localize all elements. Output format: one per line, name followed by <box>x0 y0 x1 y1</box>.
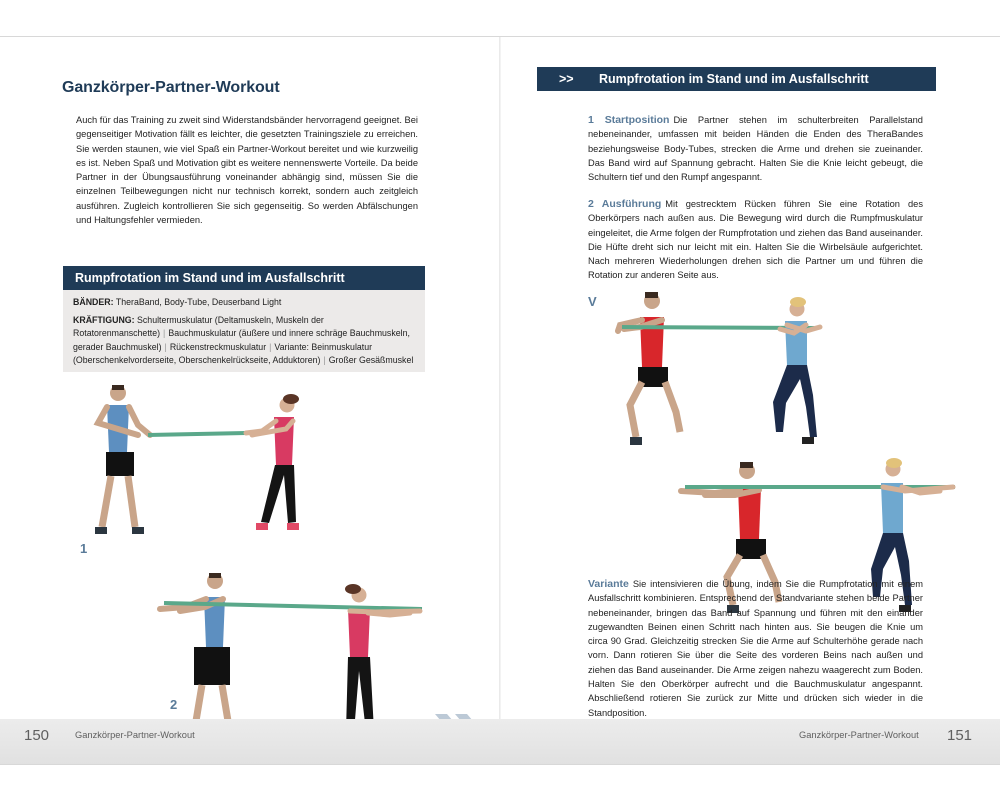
page-number-left: 150 <box>24 727 50 744</box>
step-1-text: Die Partner stehen im schulterbreiten Parallelstand nebeneinander, umfassen mit beiden Händen die Enden des TheraBandes beziehungsweise Body-Tubes, strecken die Arme und drehen sie zueinander. Das Band wird auf Spannung gebracht. Halten Sie die Knie leicht gebeugt, die Schultern tief und den Rumpf angespannt. <box>588 115 923 183</box>
book-gutter <box>499 37 501 764</box>
header-arrows: >> <box>559 72 574 86</box>
bands-row <box>63 296 425 310</box>
separator: | <box>323 355 326 365</box>
bands-label: BÄNDER: <box>73 297 114 307</box>
variant-photo-start <box>610 287 840 447</box>
info-box-heading: Rumpfrotation im Stand und im Ausfallschritt <box>63 266 425 290</box>
running-title-left: Ganzkörper-Partner-Workout <box>75 730 195 740</box>
muscle-item: Variante: Beinmuskulatur (Oberschenkelvorderseite, Oberschenkelrückseite, Adduktoren) <box>73 341 373 365</box>
strength-label: KRÄFTIGUNG: <box>73 314 135 325</box>
step-number-1: 1 <box>80 541 88 556</box>
separator: | <box>163 328 166 338</box>
muscle-item: Großer Gesäßmuskel <box>328 355 414 365</box>
strength-row <box>63 314 425 368</box>
variant-label: Variante <box>588 578 629 590</box>
exercise-info-box <box>63 266 425 372</box>
step-2-paragraph <box>588 197 923 283</box>
step-1-label: 1 Startposition <box>588 114 670 126</box>
muscle-item: Rückenstreckmuskulatur <box>169 341 267 352</box>
running-title-right: Ganzkörper-Partner-Workout <box>799 730 919 740</box>
page-number-right: 151 <box>947 727 973 744</box>
step-number-2: 2 <box>170 697 178 712</box>
section-header <box>537 67 936 91</box>
book-spread <box>0 36 1000 765</box>
page-title: Ganzkörper-Partner-Workout <box>62 79 280 96</box>
muscle-item: Schultermuskulatur (Deltamuskeln, Muskeln der Rotatorenmanschette) <box>73 314 324 338</box>
variant-marker: V <box>588 294 597 309</box>
step-2-label: 2 Ausführung <box>588 198 662 210</box>
variant-paragraph <box>588 577 923 720</box>
section-header-title: Rumpfrotation im Stand und im Ausfallschritt <box>599 72 869 86</box>
step-1-paragraph <box>588 113 923 184</box>
page-footer <box>0 719 1000 764</box>
separator: | <box>269 341 272 352</box>
left-page <box>0 37 500 764</box>
exercise-photo-step-1 <box>80 377 320 557</box>
separator: | <box>164 341 167 352</box>
intro-paragraph: Auch für das Training zu zweit sind Widerstandsbänder hervorragend geeignet. Bei gegenseitiger Motivation fällt es leichter, die gesetzten Trainingsziele zu erreichen. Sie werden staunen, wie viel Spaß ein Partner-Workout bereitet und wie kurzweilig es ist. Neben Spaß und Motivation gibt es weitere nennenswerte Vorteile. Da beide Partner in der Übungsausführung voneinander abhängig sind, müssen Sie die einzelnen Teilbewegungen nicht nur technisch korrekt, sondern auch zeitgleich ausführen. Zugleich kontrollieren Sie sich gegenseitig. So werden Abfälschungen und Haltungsfehler vermieden. <box>76 115 418 226</box>
variant-text: Sie intensivieren die Übung, indem Sie die Rumpfrotation mit einem Ausfallschritt kombinieren. Entsprechend der Standvariante stehen beide Partner nebeneinander, bringen das Band auf Spannung und führen mit den einander zugewandten Beinen einen Schritt nach hinten aus. Sie beugen die Knie um circa 90 Grad. Gleichzeitig strecken Sie die Arme auf Schulterhöhe gerade nach vorn. Dann rotieren Sie über die Seite des vorderen Beins nach außen und ziehen das Band auseinander. Die Arme zeigen nahezu waagerecht zum Boden. Halten Sie den Oberkörper aufrecht und die Bauchmuskulatur angespannt. Abschließend rotieren Sie zurück zur Mitte und drücken sich wieder in die Standposition. <box>588 579 923 718</box>
bands-value: TheraBand, Body-Tube, Deuserband Light <box>115 297 282 307</box>
muscle-item: Bauchmuskulatur (äußere und innere schräge Bauchmuskeln, gerader Bauchmuskel) <box>73 328 410 352</box>
step-2-text: Mit gestrecktem Rücken führen Sie eine Rotation des Oberkörpers nach außen aus. Die Bewegung wird durch die Rumpfmuskulatur eingeleitet, die Arme folgen der Rumpfrotation und ziehen das Band auseinander. Die Hüfte dreht sich nur leicht mit ein. Halten Sie die Wirbelsäule aufgerichtet. Nach mehreren Wiederholungen drehen sich die Partner um und führen die Rotation zur anderen Seite aus. <box>588 199 923 281</box>
